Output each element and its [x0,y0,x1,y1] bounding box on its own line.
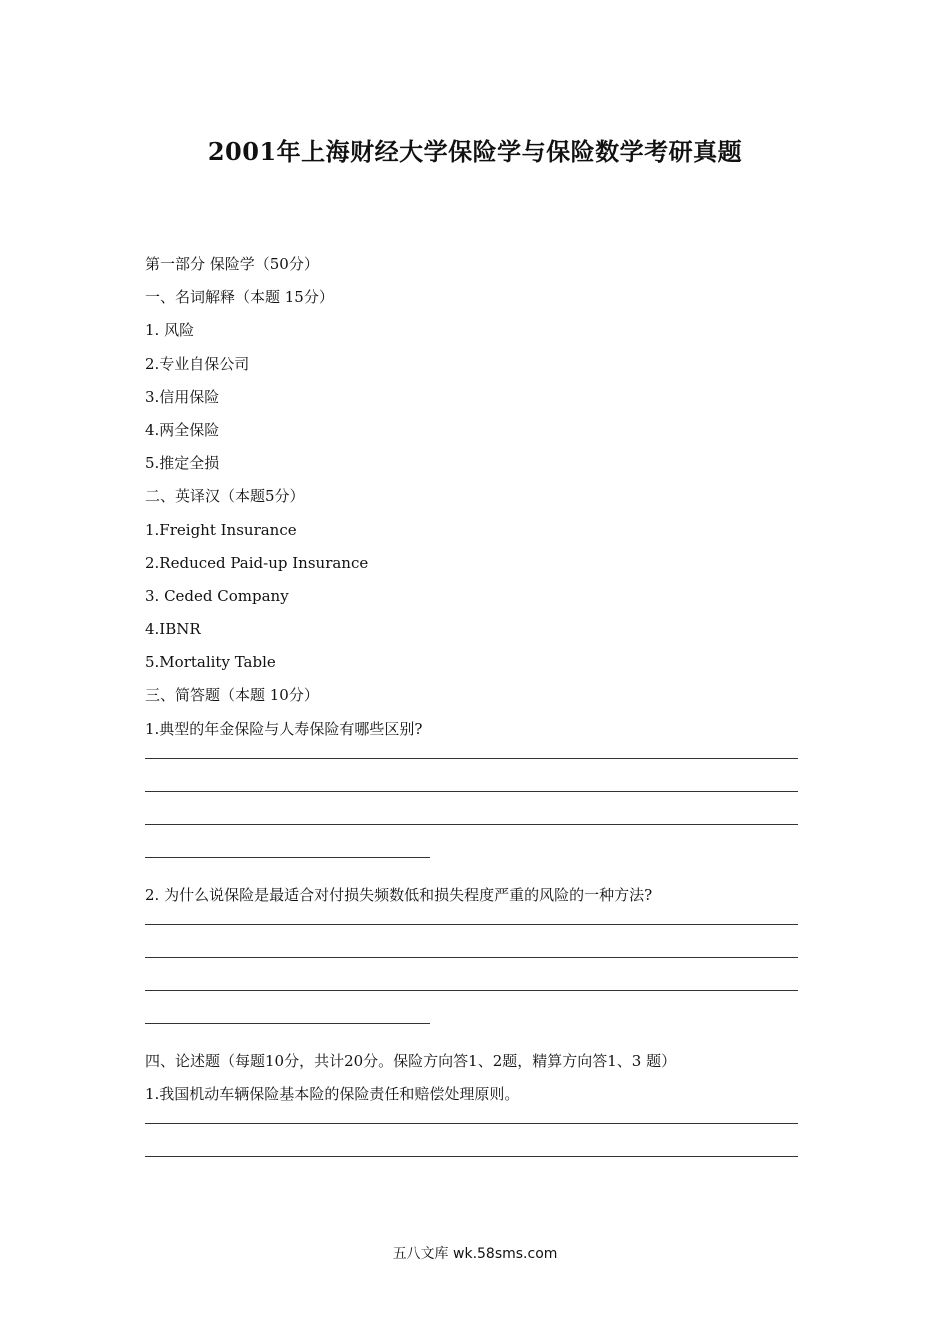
answer-line [145,812,800,845]
section-heading-short-answer: 三、简答题（本题 10分） [145,686,319,705]
exam-content [145,248,800,1177]
answer-line [145,1144,800,1177]
footer-watermark: 五八文库 wk.58sms.com [392,1246,558,1262]
answer-line [145,1011,800,1044]
list-item: 5.Mortality Table [145,653,276,672]
answer-line [145,779,800,812]
list-item: 3.信用保险 [145,387,220,406]
part-heading: 第一部分 保险学（50分） [145,255,319,273]
list-item: 1.Freight Insurance [145,520,297,539]
answer-line [145,845,800,878]
answer-line [145,945,800,978]
section-heading-terms: 一、名词解释（本题 15分） [145,288,334,307]
answer-line [145,1111,800,1144]
section-heading-essay: 四、论述题（每题10分，共计20分。保险方向答1、2题，精算方向答1、3 题） [145,1051,677,1070]
list-item: 2.Reduced Paid-up Insurance [145,553,369,572]
list-item: 3. Ceded Company [145,586,289,605]
list-item: 4.两全保险 [145,420,220,439]
list-item: 4.IBNR [145,620,201,639]
document-title: 2001年上海财经大学保险学与保险数学考研真题 [207,137,743,166]
list-item: 1. 风险 [145,321,195,340]
list-item: 2.专业自保公司 [145,354,250,373]
answer-line [145,912,800,945]
answer-line [145,746,800,779]
question: 1.典型的年金保险与人寿保险有哪些区别? [145,719,423,738]
answer-line [145,978,800,1011]
section-heading-translation: 二、英译汉（本题5分） [145,487,305,506]
list-item: 5.推定全损 [145,454,220,473]
question: 2. 为什么说保险是最适合对付损失频数低和损失程度严重的风险的一种方法? [145,885,653,904]
question: 1.我国机动车辆保险基本险的保险责任和赔偿处理原则。 [145,1084,520,1103]
